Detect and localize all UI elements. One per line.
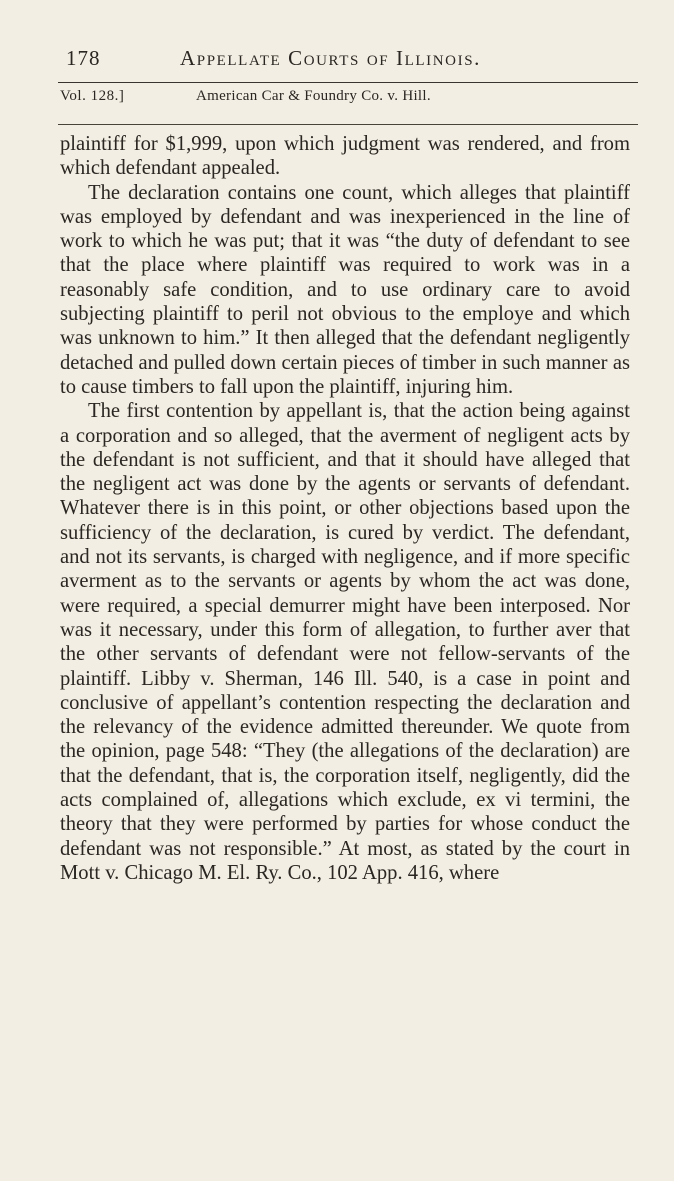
case-subheader [60, 88, 630, 114]
header-rule [58, 82, 638, 83]
volume-label: Vol. 128.] [60, 88, 125, 104]
subheader-rule [58, 124, 638, 125]
paragraph-continuation: plaintiff for $1,999, upon which judgment was rendered, and from which defendant appealed. [60, 133, 630, 180]
running-header [58, 44, 638, 84]
page-number: 178 [66, 46, 101, 70]
paragraph-declaration: The declaration contains one count, which alleges that plaintiff was employed by defendant and was inexperienced in the line of work to which he was put; that it was “the duty of defendant to see that the place where plaintiff was required to work was in a reasonably safe condition, and to use ordinary care to avoid subjecting plaintiff to peril not obvious to the employe and which was unknown to him.” It then alleged that the defendant negligently detached and pulled down certain pieces of timber in such manner as to cause timbers to fall upon the plaintiff, injuring him. [60, 181, 630, 398]
body-text [60, 132, 630, 885]
paragraph-first-contention: The first contention by appellant is, that the action being against a corporation and so alleged, that the averment of negligent acts by the defendant is not sufficient, and that it should have alleged that the negligent act was done by the agents or servants of defendant. Whatever there is in this point, or other objections based upon the sufficiency of the declaration, is cured by verdict. The defendant, and not its servants, is charged with negligence, and if more specific averment as to the servants or agents by whom the act was done, were required, a special demurrer might have been interposed. Nor was it necessary, under this form of allegation, to further aver that the other servants of defendant were not fellow-servants of the plaintiff. Libby v. Sherman, 146 Ill. 540, is a case in point and conclusive of appellant’s contention respecting the declaration and the relevancy of the evidence admitted thereunder. We quote from the opinion, page 548: “They (the allegations of the declaration) are that the defendant, that is, the corporation itself, negligently, did the acts complained of, allegations which exclude, ex vi termini, the theory that they were performed by parties for whose conduct the defendant was not responsible.” At most, as stated by the court in Mott v. Chicago M. El. Ry. Co., 102 App. 416, where [60, 400, 630, 884]
running-title: Appellate Courts of Illinois. [180, 46, 482, 70]
case-title: American Car & Foundry Co. v. Hill. [196, 88, 431, 104]
